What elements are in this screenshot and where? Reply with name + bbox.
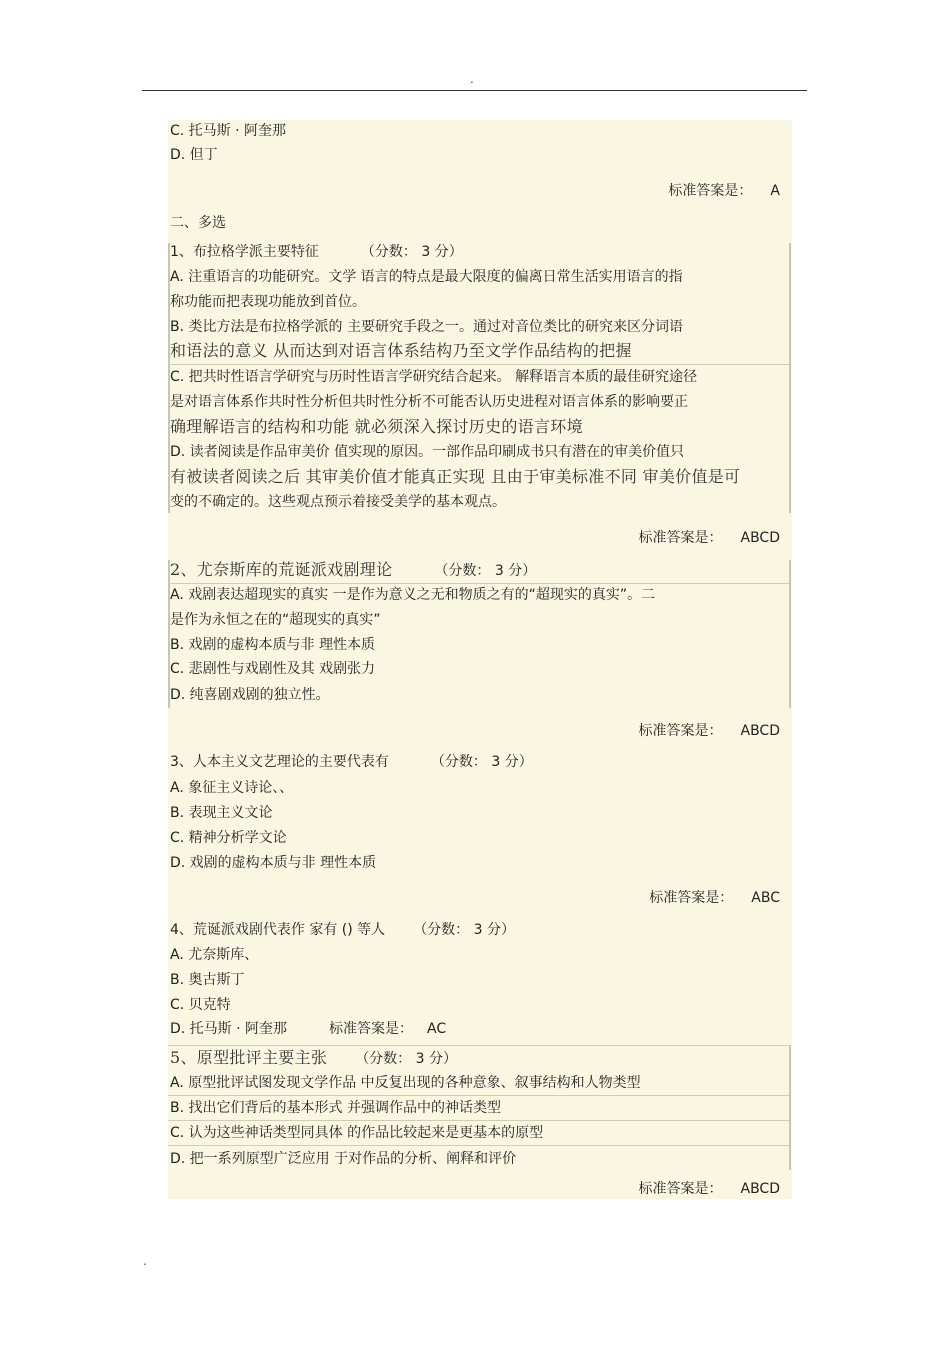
header-mark: .: [470, 72, 474, 86]
q2-line: D. 纯喜剧戏剧的独立性。: [170, 687, 330, 703]
footer-mark: .: [143, 1254, 147, 1268]
answer-value: AC: [427, 1021, 447, 1037]
question-score: （分数： 3 分）: [413, 922, 515, 938]
q5-line: A. 原型批评试图发现文学作品 中反复出现的各种意象、叙事结构和人物类型: [170, 1075, 641, 1091]
q1-line: A. 注重语言的功能研究。文学 语言的特点是最大限度的偏离日常生活实用语言的指: [170, 269, 683, 285]
question-stem: 1、布拉格学派主要特征: [170, 244, 319, 260]
question-option: D. 托马斯 · 阿奎那: [170, 1021, 288, 1037]
q2-line: 是作为永恒之在的“超现实的真实”: [170, 612, 381, 628]
question-score: （分数： 3 分）: [434, 563, 537, 579]
q1-separator-b: [168, 364, 790, 365]
q4-line: B. 奥古斯丁: [170, 972, 245, 988]
q1-answer: [639, 527, 781, 547]
q3-line: B. 表现主义文论: [170, 805, 273, 821]
question-stem: 5、原型批评主要主张: [170, 1048, 328, 1067]
q1-stem: [170, 243, 463, 261]
q2-line: A. 戏剧表达超现实的真实 一是作为意义之无和物质之有的“超现实的真实”。二: [170, 587, 656, 603]
q3-stem: [170, 753, 533, 771]
answer-label: 标准答案是：: [329, 1021, 414, 1037]
answer-label: 标准答案是：: [638, 723, 723, 739]
q5-right-bar: [789, 1045, 791, 1170]
q4-line: C. 贝克特: [170, 997, 231, 1013]
q1-right-bar: [789, 243, 791, 513]
q3-line: A. 象征主义诗论、、: [170, 780, 294, 796]
section-title: 二、多选: [170, 215, 226, 231]
q1-line: 和语法的意义 从而达到对语言体系结构乃至文学作品结构的把握: [170, 341, 632, 360]
q3-line: C. 精神分析学文论: [170, 830, 287, 846]
q3-answer: [649, 887, 780, 907]
q5-separator-b: [168, 1095, 790, 1096]
answer-value: ABCD: [740, 1181, 780, 1197]
q1-line: 是对语言体系作共时性分析但共时性分析不可能否认历史进程对语言体系的影响要正: [170, 394, 688, 410]
q1-line: 称功能而把表现功能放到首位。: [170, 294, 366, 310]
answer-label: 标准答案是：: [638, 530, 723, 546]
q1-line: 有被读者阅读之后 其审美价值才能真正实现 且由于审美标准不同 审美价值是可: [170, 467, 741, 486]
header-rule: [142, 90, 807, 91]
q2-stem: [170, 561, 536, 580]
q2-line: C. 悲剧性与戏剧性及其 戏剧张力: [170, 661, 376, 677]
prev-answer: [668, 180, 780, 200]
question-score: （分数： 3 分）: [360, 244, 463, 260]
prev-option-d: D. 但丁: [170, 147, 218, 163]
q5-line: D. 把一系列原型广泛应用 于对作品的分析、阐释和评价: [170, 1151, 517, 1167]
prev-option-c: C. 托马斯 · 阿奎那: [170, 123, 287, 139]
q5-answer: [639, 1178, 781, 1198]
answer-value: A: [770, 183, 780, 199]
q1-line: 变的不确定的。这些观点预示着接受美学的基本观点。: [170, 494, 506, 510]
answer-value: ABCD: [740, 530, 780, 546]
q4-line: A. 尤奈斯库、: [170, 947, 259, 963]
answer-label: 标准答案是：: [638, 1181, 723, 1197]
q5-separator-c: [168, 1120, 790, 1121]
q4-last-line: [170, 1020, 446, 1038]
q5-line: C. 认为这些神话类型同具体 的作品比较起来是更基本的原型: [170, 1125, 544, 1141]
question-stem: 2、尤奈斯库的荒诞派戏剧理论: [170, 560, 393, 579]
q4-stem: [170, 921, 515, 939]
q2-line: B. 戏剧的虚构本质与非 理性本质: [170, 637, 375, 653]
question-stem: 3、人本主义文艺理论的主要代表有: [170, 754, 389, 770]
q5-stem: [170, 1049, 457, 1068]
q5-line: B. 找出它们背后的基本形式 并强调作品中的神话类型: [170, 1100, 501, 1116]
question-score: （分数： 3 分）: [355, 1051, 457, 1067]
q2-separator-a: [168, 583, 790, 584]
q1-line: C. 把共时性语言学研究与历时性语言学研究结合起来。 解释语言本质的最佳研究途径: [170, 369, 698, 385]
q1-line: D. 读者阅读是作品审美价 值实现的原因。一部作品印刷成书只有潜在的审美价值只: [170, 444, 685, 460]
answer-value: ABC: [751, 890, 780, 906]
q5-separator-d: [168, 1145, 790, 1146]
question-score: （分数： 3 分）: [430, 754, 533, 770]
q2-answer: [639, 720, 781, 740]
q3-line: D. 戏剧的虚构本质与非 理性本质: [170, 855, 377, 871]
q1-line: B. 类比方法是布拉格学派的 主要研究手段之一。通过对音位类比的研究来区分词语: [170, 319, 683, 335]
q5-separator-top: [168, 1045, 790, 1046]
answer-value: ABCD: [740, 723, 780, 739]
question-stem: 4、荒诞派戏剧代表作 家有 () 等人: [170, 922, 386, 938]
answer-label: 标准答案是：: [649, 890, 734, 906]
q1-line: 确理解语言的结构和功能 就必须深入探讨历史的语言环境: [170, 417, 583, 436]
answer-label: 标准答案是：: [668, 183, 753, 199]
